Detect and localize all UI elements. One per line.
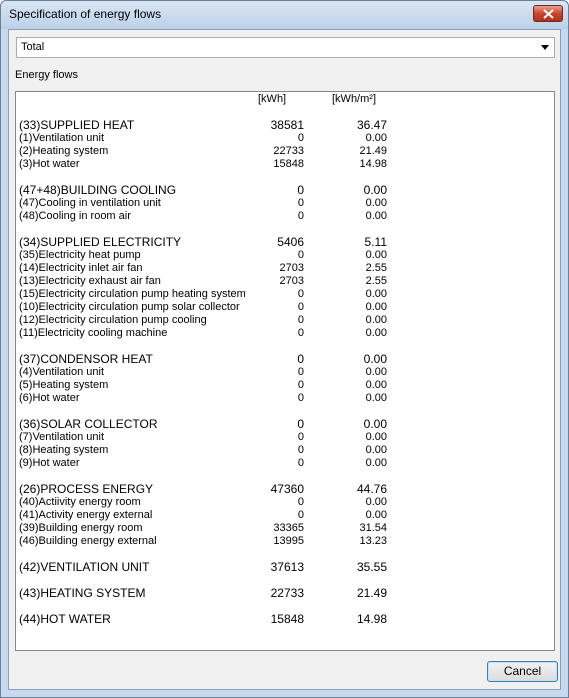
flow-row bbox=[19, 366, 549, 379]
flow-kwh: 33365 bbox=[273, 522, 304, 534]
flow-kwh: 22733 bbox=[270, 586, 304, 600]
flow-row bbox=[19, 262, 549, 275]
flow-label: (35)Electricity heat pump bbox=[19, 249, 141, 261]
flow-label: (14)Electricity inlet air fan bbox=[19, 262, 143, 274]
flow-kwh: 0 bbox=[297, 249, 304, 261]
chevron-down-icon bbox=[541, 45, 549, 50]
flow-row bbox=[19, 509, 549, 522]
flow-kwh: 0 bbox=[297, 417, 304, 431]
flow-label: (11)Electricity cooling machine bbox=[19, 327, 168, 339]
flow-kwh: 0 bbox=[297, 366, 304, 378]
flow-kwhm2: 0.00 bbox=[365, 249, 387, 261]
flow-kwh: 0 bbox=[297, 210, 304, 222]
flow-kwh: 0 bbox=[297, 457, 304, 469]
flow-label: (13)Electricity exhaust air fan bbox=[19, 275, 161, 287]
flow-row bbox=[19, 522, 549, 535]
flow-label: (8)Heating system bbox=[19, 444, 109, 456]
flow-kwhm2: 31.54 bbox=[359, 522, 387, 534]
flow-kwhm2: 5.11 bbox=[364, 235, 387, 249]
flow-row bbox=[19, 301, 549, 314]
close-button[interactable] bbox=[533, 5, 563, 22]
flow-row bbox=[19, 145, 549, 158]
energy-flows-label: Energy flows bbox=[15, 69, 78, 81]
flow-kwh: 0 bbox=[297, 392, 304, 404]
flow-label: (36)SOLAR COLLECTOR bbox=[19, 417, 158, 431]
flow-kwhm2: 0.00 bbox=[365, 444, 387, 456]
flow-kwhm2: 14.98 bbox=[356, 612, 387, 626]
window-title: Specification of energy flows bbox=[9, 7, 162, 21]
flow-kwhm2: 0.00 bbox=[365, 314, 387, 326]
flow-kwh: 0 bbox=[297, 197, 304, 209]
flow-group-row bbox=[19, 353, 549, 366]
flow-kwhm2: 0.00 bbox=[365, 457, 387, 469]
flow-group-row bbox=[19, 587, 549, 600]
flow-row bbox=[19, 457, 549, 470]
flow-kwhm2: 0.00 bbox=[365, 327, 387, 339]
flow-kwhm2: 0.00 bbox=[365, 496, 387, 508]
column-header-kwhm2: [kWh/m²] bbox=[332, 93, 376, 105]
flow-row bbox=[19, 275, 549, 288]
flow-label: (47)Cooling in ventilation unit bbox=[19, 197, 161, 209]
view-select[interactable] bbox=[16, 37, 555, 58]
flow-kwh: 0 bbox=[297, 352, 304, 366]
view-select-value: Total bbox=[21, 41, 45, 53]
flow-row bbox=[19, 444, 549, 457]
flow-label: (40)Actiivity energy room bbox=[19, 496, 141, 508]
flow-kwhm2: 0.00 bbox=[363, 417, 387, 431]
flow-label: (15)Electricity circulation pump heating system bbox=[19, 288, 246, 300]
flow-kwh: 0 bbox=[297, 327, 304, 339]
flow-label: (47+48)BUILDING COOLING bbox=[19, 183, 177, 197]
flow-label: (6)Hot water bbox=[19, 392, 80, 404]
flow-kwhm2: 2.55 bbox=[365, 275, 387, 287]
flow-kwh: 2703 bbox=[279, 275, 304, 287]
close-icon bbox=[543, 9, 554, 19]
flow-label: (1)Ventilation unit bbox=[19, 132, 104, 144]
flow-group-row bbox=[19, 561, 549, 574]
flow-row bbox=[19, 158, 549, 171]
flow-kwh: 38581 bbox=[270, 118, 304, 132]
flow-kwh: 15848 bbox=[270, 612, 304, 626]
flow-label: (48)Cooling in room air bbox=[19, 210, 131, 222]
flow-label: (34)SUPPLIED ELECTRICITY bbox=[19, 235, 182, 249]
flow-label: (3)Hot water bbox=[19, 158, 80, 170]
flow-row bbox=[19, 210, 549, 223]
flow-kwh: 0 bbox=[297, 431, 304, 443]
flow-group-row bbox=[19, 184, 549, 197]
flow-label: (26)PROCESS ENERGY bbox=[19, 482, 154, 496]
cancel-button[interactable]: Cancel bbox=[487, 661, 558, 682]
flow-row bbox=[19, 327, 549, 340]
flow-label: (37)CONDENSOR HEAT bbox=[19, 352, 153, 366]
flow-kwh: 0 bbox=[297, 288, 304, 300]
flow-kwhm2: 35.55 bbox=[356, 560, 387, 574]
flow-group-row bbox=[19, 613, 549, 626]
flow-row bbox=[19, 379, 549, 392]
flow-kwh: 0 bbox=[297, 314, 304, 326]
flow-row bbox=[19, 314, 549, 327]
flow-kwh: 0 bbox=[297, 183, 304, 197]
flow-label: (4)Ventilation unit bbox=[19, 366, 104, 378]
flow-kwhm2: 0.00 bbox=[365, 288, 387, 300]
flow-row bbox=[19, 496, 549, 509]
flow-kwhm2: 0.00 bbox=[365, 509, 387, 521]
flow-row bbox=[19, 392, 549, 405]
flow-group-row bbox=[19, 483, 549, 496]
flow-label: (5)Heating system bbox=[19, 379, 109, 391]
dialog-body bbox=[8, 29, 561, 690]
flow-label: (46)Building energy external bbox=[19, 535, 157, 547]
flow-kwh: 5406 bbox=[277, 235, 304, 249]
title-bar[interactable] bbox=[1, 1, 568, 29]
flow-label: (10)Electricity circulation pump solar collector bbox=[19, 301, 240, 313]
flow-group-row bbox=[19, 119, 549, 132]
column-header-kwh: [kWh] bbox=[258, 93, 287, 105]
flow-label: (12)Electricity circulation pump cooling bbox=[19, 314, 207, 326]
flow-kwhm2: 0.00 bbox=[365, 210, 387, 222]
flow-kwhm2: 0.00 bbox=[363, 352, 387, 366]
flow-label: (44)HOT WATER bbox=[19, 612, 111, 626]
flow-kwh: 0 bbox=[297, 379, 304, 391]
flow-row bbox=[19, 132, 549, 145]
flow-label: (41)Activity energy external bbox=[19, 509, 153, 521]
flow-label: (9)Hot water bbox=[19, 457, 80, 469]
flow-kwhm2: 0.00 bbox=[365, 392, 387, 404]
flow-kwhm2: 0.00 bbox=[365, 379, 387, 391]
energy-flows-list[interactable] bbox=[15, 91, 555, 651]
flow-kwhm2: 13.23 bbox=[359, 535, 387, 547]
flow-kwh: 0 bbox=[297, 132, 304, 144]
flow-label: (2)Heating system bbox=[19, 145, 109, 157]
flow-label: (33)SUPPLIED HEAT bbox=[19, 118, 135, 132]
flow-kwhm2: 21.49 bbox=[359, 145, 387, 157]
flow-kwhm2: 0.00 bbox=[365, 366, 387, 378]
flow-group-row bbox=[19, 418, 549, 431]
flow-kwh: 47360 bbox=[270, 482, 304, 496]
flow-kwhm2: 0.00 bbox=[365, 301, 387, 313]
flow-row bbox=[19, 535, 549, 548]
flow-label: (39)Building energy room bbox=[19, 522, 143, 534]
flow-kwh: 0 bbox=[297, 444, 304, 456]
flow-kwhm2: 36.47 bbox=[356, 118, 387, 132]
flow-kwhm2: 0.00 bbox=[365, 132, 387, 144]
flow-kwh: 2703 bbox=[279, 262, 304, 274]
flow-group-row bbox=[19, 236, 549, 249]
flow-row bbox=[19, 197, 549, 210]
flow-row bbox=[19, 288, 549, 301]
flow-kwh: 0 bbox=[297, 496, 304, 508]
flow-kwh: 15848 bbox=[273, 158, 304, 170]
flow-label: (42)VENTILATION UNIT bbox=[19, 560, 150, 574]
flow-kwhm2: 0.00 bbox=[365, 197, 387, 209]
flow-kwh: 0 bbox=[297, 509, 304, 521]
flow-kwhm2: 0.00 bbox=[363, 183, 387, 197]
flow-kwh: 13995 bbox=[273, 535, 304, 547]
flow-kwh: 22733 bbox=[273, 145, 304, 157]
flow-kwh: 37613 bbox=[270, 560, 304, 574]
flow-kwhm2: 21.49 bbox=[356, 586, 387, 600]
flow-row bbox=[19, 249, 549, 262]
flow-kwhm2: 0.00 bbox=[365, 431, 387, 443]
flow-kwhm2: 14.98 bbox=[359, 158, 387, 170]
flow-kwhm2: 2.55 bbox=[365, 262, 387, 274]
flow-kwh: 0 bbox=[297, 301, 304, 313]
flow-label: (43)HEATING SYSTEM bbox=[19, 586, 146, 600]
flow-row bbox=[19, 431, 549, 444]
flow-label: (7)Ventilation unit bbox=[19, 431, 104, 443]
flow-kwhm2: 44.76 bbox=[356, 482, 387, 496]
